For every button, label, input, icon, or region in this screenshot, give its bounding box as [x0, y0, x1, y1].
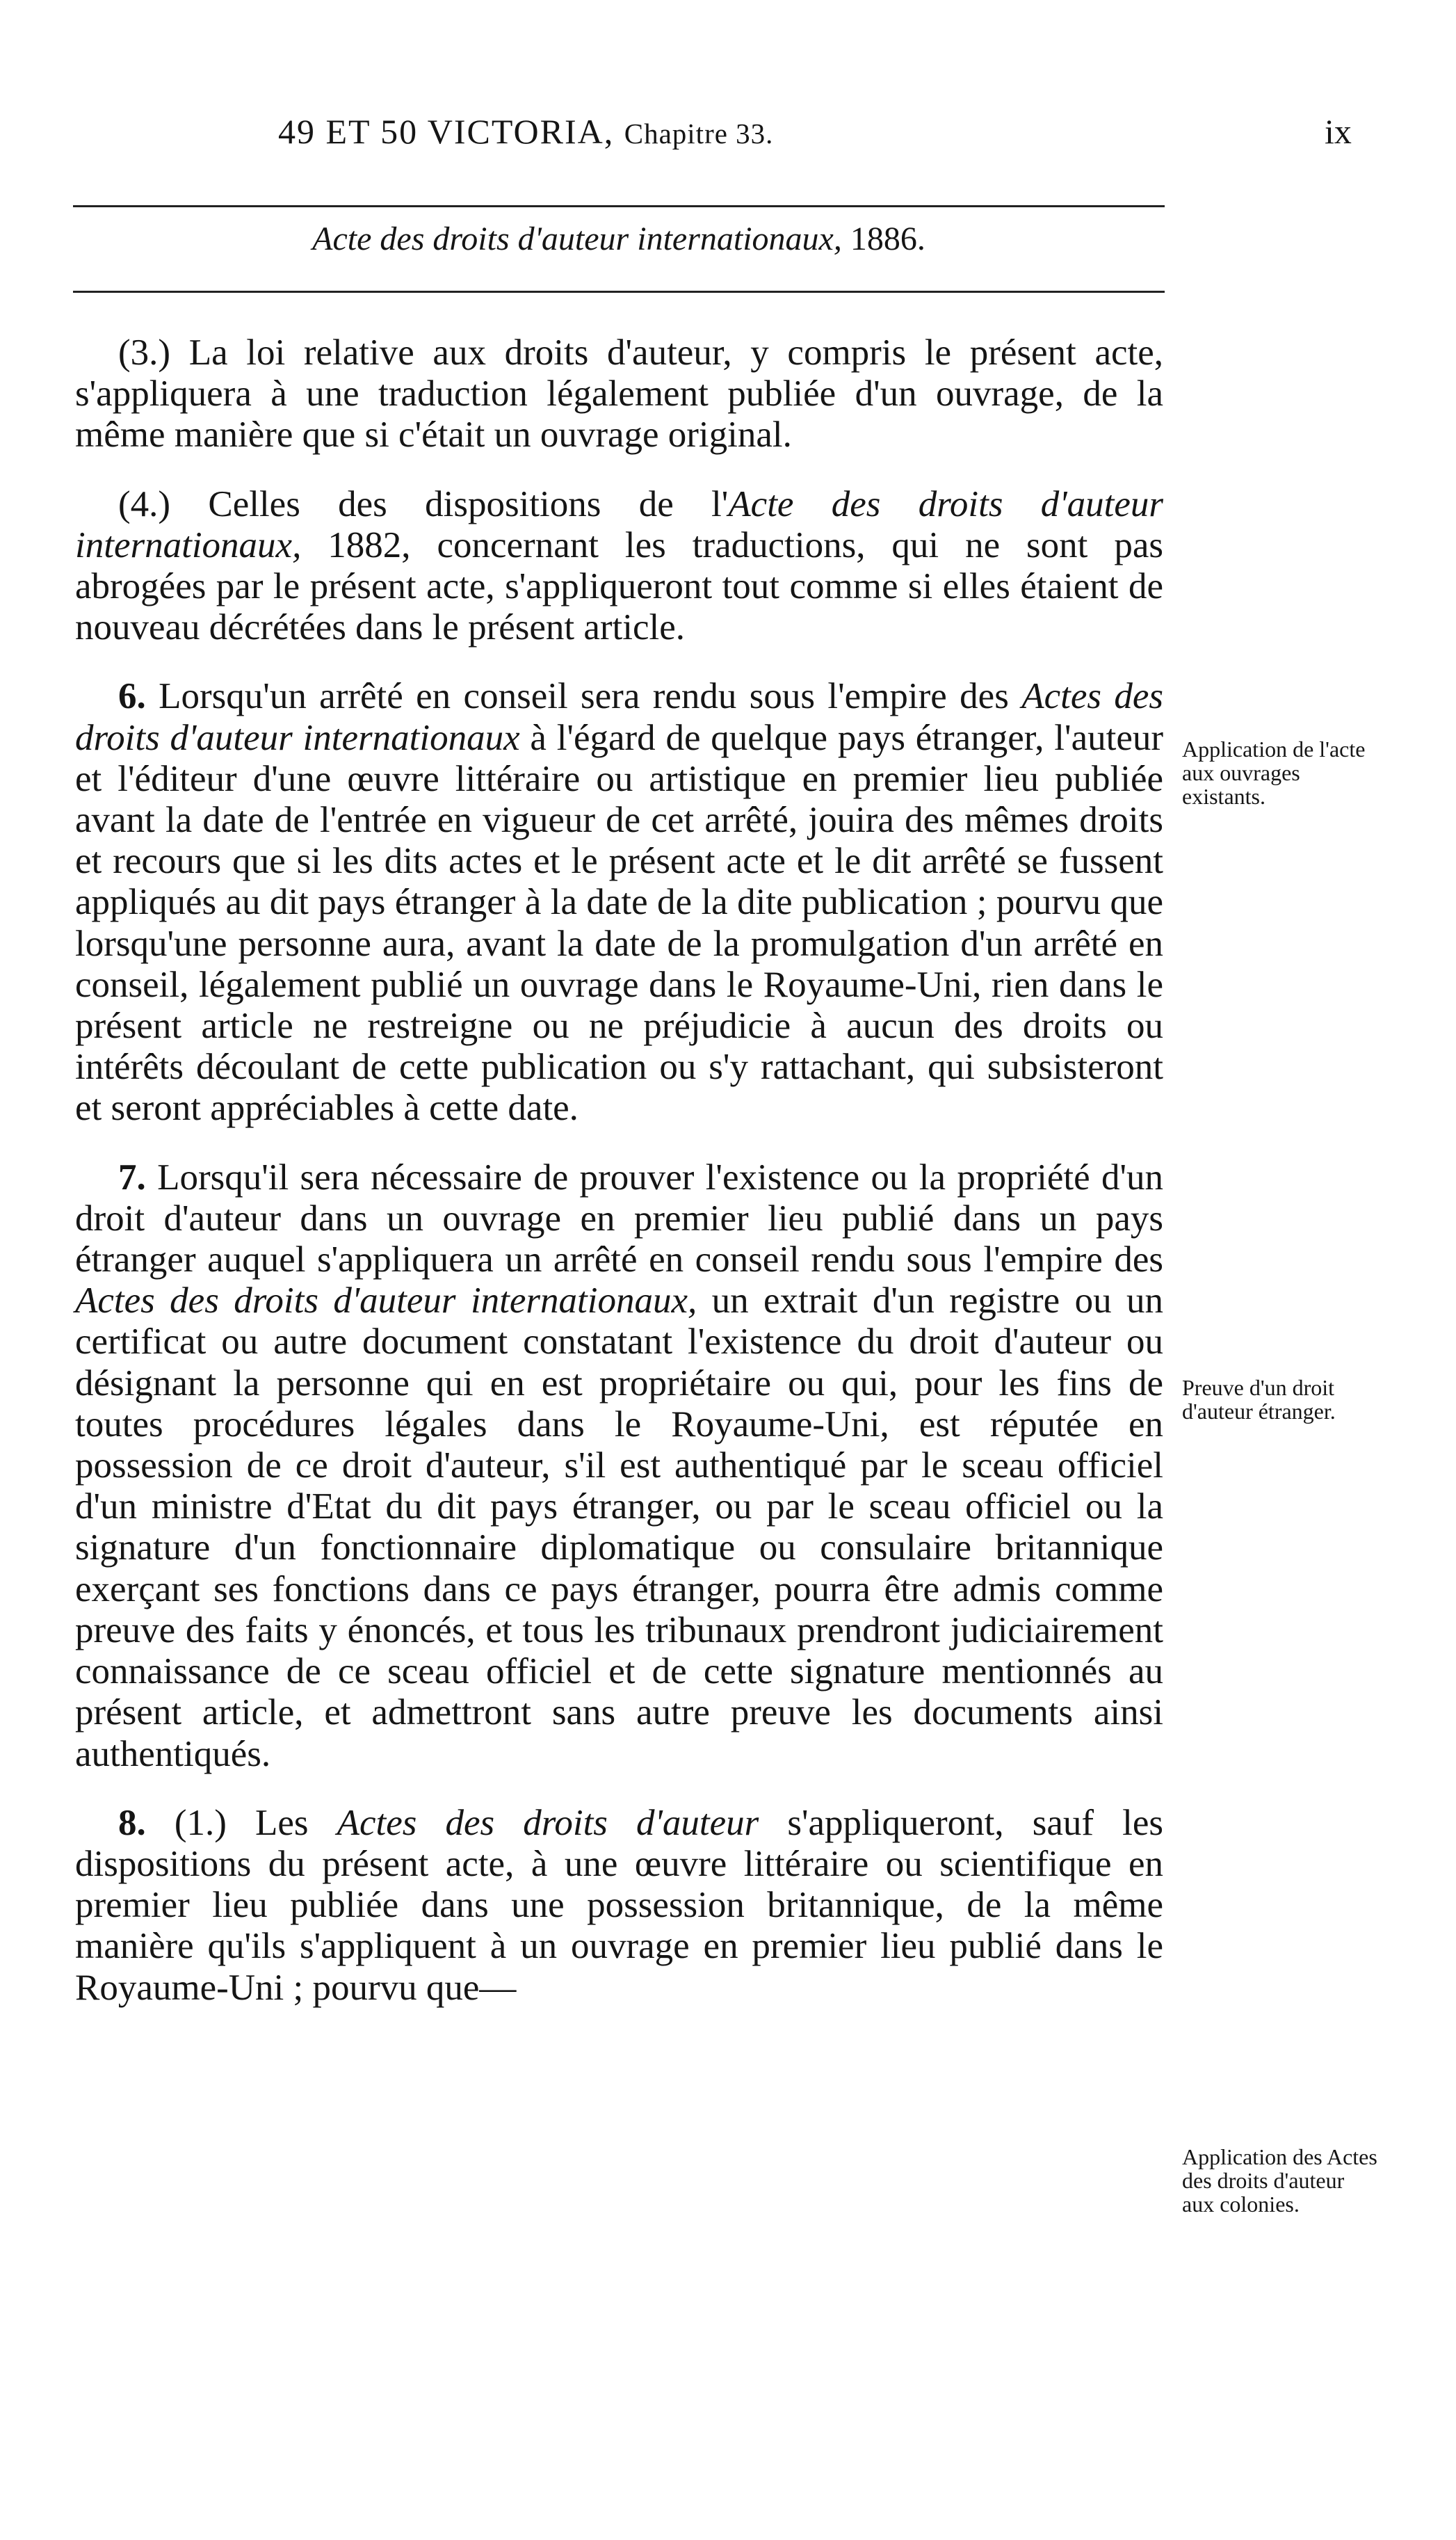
s8-italic: Actes des droits d'auteur [337, 1802, 759, 1843]
s7-text-b: un extrait d'un registre ou un certificat ou autre document constatant l'existence du droit d'auteur ou désignant la personne qui en est propriétaire ou qui, pour les fins de toutes procédures légales dans le Royaume-Uni, est réputée en possession de ce droit d'auteur, s'il est authentiqué par le sceau officiel d'un ministre d'Etat du dit pays étranger, ou par le sceau officiel ou la signature d'un fonctionnaire diplomatique ou consulaire britannique exerçant ses fonctions dans ce pays étranger, pourra être admis comme preuve des faits y énoncés, et tous les tribunaux prendront judiciairement connaissance de ce sceau officiel et de cette signature mentionnés au présent article, et admettront sans autre preuve les documents ainsi authentiqués. [75, 1280, 1163, 1774]
act-title: Acte des droits d'auteur internationaux, [312, 220, 842, 257]
margin-note-section-8: Application des Actes des droits d'auteur aux colonies. [1182, 2144, 1377, 2217]
page-number: ix [1325, 112, 1352, 151]
s8-text-a: (1.) Les [145, 1802, 337, 1843]
s8-text-b: s'appliqueront, sauf les dispositions du présent acte, à une œuvre littéraire ou scientifique en premier lieu publiée dans une possession britannique, de la même manière qu'ils s'appliquent à un ouvrage en premier lieu publié dans le Royaume-Uni ; pourvu que— [75, 1802, 1163, 2008]
act-header [73, 220, 1165, 258]
section-8 [75, 1803, 1163, 2009]
p4-text-b: 1882, concernant les traductions, qui ne sont pas abrogées par le présent acte, s'appliqueront tout comme si elles étaient de nouveau décrétées dans le présent article. [75, 524, 1163, 648]
running-head-prefix: 49 ET 50 VICTORIA, [278, 112, 624, 151]
section-8-number: 8. [118, 1802, 146, 1843]
section-6 [75, 676, 1163, 1129]
s6-text-a: Lorsqu'un arrêté en conseil sera rendu sous l'empire des [145, 676, 1022, 717]
paragraph-4 [75, 484, 1163, 649]
section-7-number: 7. [118, 1157, 146, 1198]
p4-text-a: (4.) Celles des dispositions de l' [118, 483, 729, 524]
running-head-chapter: Chapitre 33. [624, 118, 774, 150]
section-7 [75, 1157, 1163, 1775]
act-year: 1886. [850, 220, 925, 257]
paragraph-3: (3.) La loi relative aux droits d'auteur, y compris le présent acte, s'appliquera à une traduction légalement publiée d'un ouvrage, de la même manière que si c'était un ouvrage original. [75, 332, 1163, 456]
margin-note-section-6: Application de l'acte aux ouvrages existants. [1182, 737, 1366, 809]
header-rule-bottom [73, 291, 1165, 293]
s6-text-b: à l'égard de quelque pays étranger, l'auteur et l'éditeur d'une œuvre littéraire ou artistique en premier lieu publiée avant la date de l'entrée en vigueur de cet arrêté, jouira des mêmes droits et recours que si les dits actes et le présent acte et le dit arrêté se fussent appliqués au dit pays étranger à la date de la dite publication ; pourvu que lorsqu'une personne aura, avant la date de la promulgation d'un arrêté en conseil, légalement publié un ouvrage dans le Royaume-Uni, rien dans le présent article ne restreigne ou ne préjudicie à aucun des droits ou intérêts découlant de cette publication ou s'y rattachant, qui subsisteront et seront appréciables à cette date. [75, 717, 1163, 1129]
header-rule-top [73, 205, 1165, 207]
body-text [75, 332, 1163, 2009]
s7-text-a: Lorsqu'il sera nécessaire de prouver l'existence ou la propriété d'un droit d'auteur dans un ouvrage en premier lieu publié dans un pays étranger auquel s'appliquera un arrêté en conseil rendu sous l'empire des [75, 1157, 1163, 1280]
margin-note-section-7: Preuve d'un droit d'auteur étranger. [1182, 1375, 1336, 1424]
s6-italic: Actes des droits d'auteur internationaux [75, 676, 1163, 758]
s7-italic: Actes des droits d'auteur internationaux, [75, 1280, 697, 1321]
running-head [0, 111, 1456, 174]
p4-italic: Acte des droits d'auteur internationaux, [75, 483, 1163, 565]
section-6-number: 6. [118, 676, 146, 717]
running-head-title [278, 111, 773, 152]
